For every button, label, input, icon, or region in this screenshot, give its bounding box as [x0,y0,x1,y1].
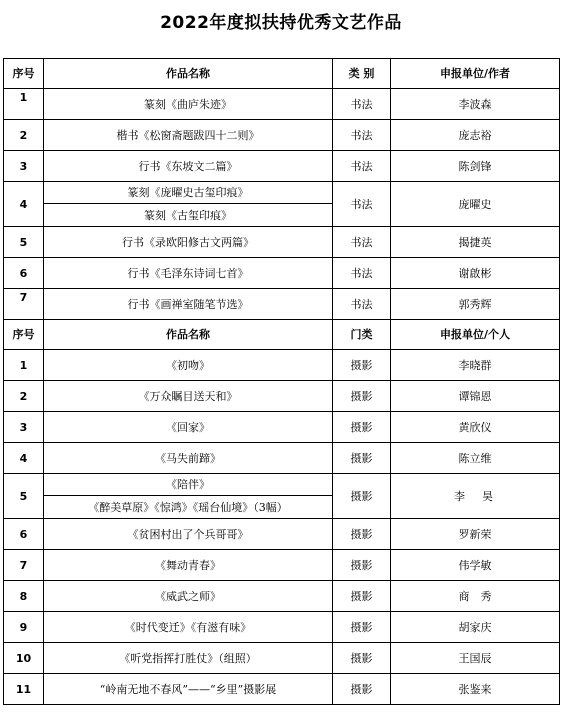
table-row [4,443,560,474]
work-title: 行书《画禅室随笔节选》 [44,289,333,320]
work-title: 《万众瞩目送天和》 [44,381,333,412]
page-title: 2022年度拟扶持优秀文艺作品 [160,13,402,33]
table-row [4,412,560,443]
row-number: 11 [4,674,44,705]
row-number: 1 [4,89,44,120]
table-row [4,289,560,320]
work-title: 《贫困村出了个兵哥哥》 [44,519,333,550]
category: 摄影 [333,674,391,705]
work-title: 《时代变迁》《有滋有味》 [44,612,333,643]
author: 商 秀 [391,581,560,612]
work-title: 行书《录欧阳修古文两篇》 [44,227,333,258]
work-title: 行书《毛泽东诗词七首》 [44,258,333,289]
table-row [4,258,560,289]
author: 黄欣仪 [391,412,560,443]
author: 王国辰 [391,643,560,674]
header-cell: 作品名称 [44,320,333,350]
row-number: 8 [4,581,44,612]
table-row [4,674,560,705]
category: 摄影 [333,643,391,674]
category: 摄影 [333,350,391,381]
work-title: 篆刻《曲庐朱迹》 [44,89,333,120]
author: 郭秀辉 [391,289,560,320]
author: 谢啟彬 [391,258,560,289]
table-row [4,519,560,550]
table-row [4,381,560,412]
row-number: 10 [4,643,44,674]
author: 李 昊 [391,474,560,519]
category: 摄影 [333,443,391,474]
work-title: 《回家》 [44,412,333,443]
row-number: 7 [4,289,44,320]
table-header-row [4,59,560,89]
author: 揭捷英 [391,227,560,258]
work-title: 《威武之师》 [44,581,333,612]
category: 摄影 [333,612,391,643]
work-title: 《马失前蹄》 [44,443,333,474]
author: 胡家庆 [391,612,560,643]
work-title: “岭南无地不春风”——“乡里”摄影展 [44,674,333,705]
work-title: 《醉美草原》《惊鸿》《瑶台仙境》（3幅） [44,496,333,519]
header-cell: 序号 [4,59,44,89]
author: 庞曜史 [391,182,560,227]
table-row [4,581,560,612]
table-header-row [4,320,560,350]
category: 摄影 [333,474,391,519]
author: 伟学敏 [391,550,560,581]
author: 庞志裕 [391,120,560,151]
row-number: 3 [4,151,44,182]
table-row [4,227,560,258]
work-title: 楷书《松窗斋题跋四十二则》 [44,120,333,151]
table-row [4,151,560,182]
category: 书法 [333,227,391,258]
header-cell: 申报单位/作者 [391,59,560,89]
row-number: 2 [4,381,44,412]
work-title: 《舞动青春》 [44,550,333,581]
row-number: 6 [4,519,44,550]
category: 摄影 [333,412,391,443]
row-number: 5 [4,227,44,258]
author: 谭锦恩 [391,381,560,412]
category: 书法 [333,182,391,227]
header-cell: 申报单位/个人 [391,320,560,350]
category: 书法 [333,151,391,182]
row-number: 4 [4,443,44,474]
table-row [4,89,560,120]
works-table [3,58,560,705]
table-row [4,120,560,151]
row-number: 3 [4,412,44,443]
category: 书法 [333,89,391,120]
row-number: 5 [4,474,44,519]
table-row [4,643,560,674]
category: 书法 [333,120,391,151]
table-row [4,474,560,496]
author: 陈立维 [391,443,560,474]
work-title: 行书《东坡文二篇》 [44,151,333,182]
author: 李波森 [391,89,560,120]
row-number: 1 [4,350,44,381]
work-title: 篆刻《古玺印痕》 [44,204,333,227]
author: 张鉴来 [391,674,560,705]
author: 罗新荣 [391,519,560,550]
table-row [4,350,560,381]
table-row [4,550,560,581]
category: 摄影 [333,581,391,612]
work-title: 《听党指挥打胜仗》（组照） [44,643,333,674]
category: 书法 [333,289,391,320]
work-title: 《陪伴》 [44,474,333,496]
work-title: 篆刻《庞曜史古玺印痕》 [44,182,333,204]
category: 摄影 [333,519,391,550]
work-title: 《初吻》 [44,350,333,381]
table-row [4,182,560,204]
header-cell: 作品名称 [44,59,333,89]
category: 书法 [333,258,391,289]
row-number: 4 [4,182,44,227]
row-number: 6 [4,258,44,289]
category: 摄影 [333,381,391,412]
author: 李晓群 [391,350,560,381]
row-number: 2 [4,120,44,151]
header-cell: 类 别 [333,59,391,89]
table-row [4,612,560,643]
header-cell: 门类 [333,320,391,350]
header-cell: 序号 [4,320,44,350]
category: 摄影 [333,550,391,581]
row-number: 9 [4,612,44,643]
row-number: 7 [4,550,44,581]
author: 陈剑锋 [391,151,560,182]
